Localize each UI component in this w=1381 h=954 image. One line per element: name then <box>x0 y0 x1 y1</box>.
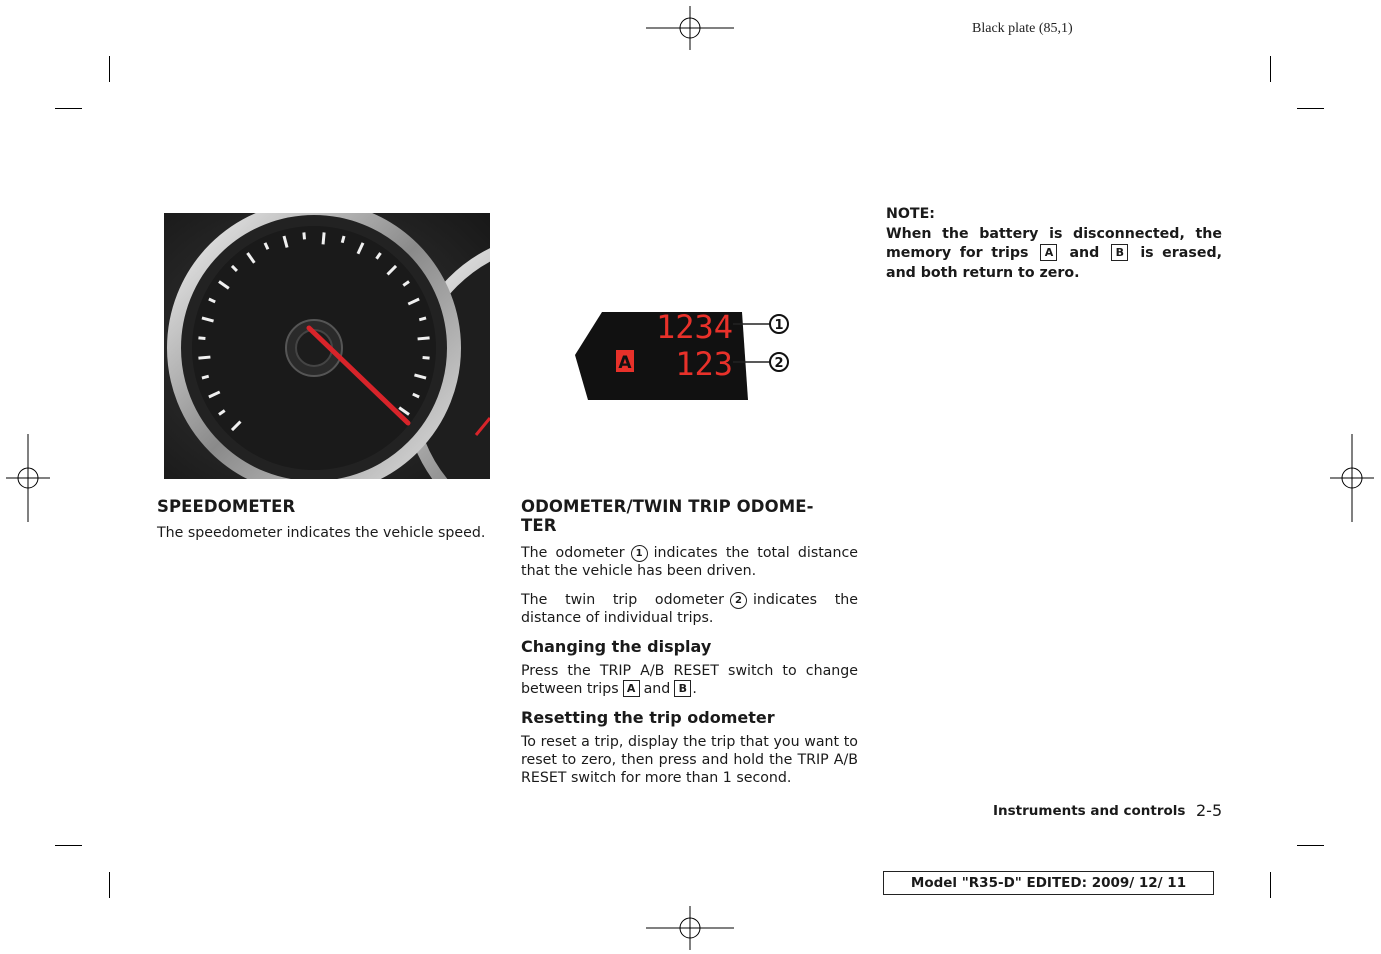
speedometer-tick <box>419 318 426 320</box>
resetting-heading: Resetting the trip odometer <box>521 708 775 727</box>
callout-2-label: 2 <box>774 356 784 371</box>
callout-1-icon: 1 <box>631 545 648 562</box>
plate-label: Black plate (85,1) <box>972 21 1073 36</box>
page-number: 2-5 <box>1196 801 1223 820</box>
speedometer-text: The speedometer indicates the vehicle speed. <box>157 525 486 541</box>
model-edited-box: Model "R35-D" EDITED: 2009/ 12/ 11 <box>883 871 1214 895</box>
note-text <box>886 225 1222 284</box>
odometer-paragraph-1 <box>521 544 858 580</box>
odometer-value: 1234 <box>655 308 733 346</box>
speedometer-tick <box>418 338 430 339</box>
speedometer-heading: SPEEDOMETER <box>157 497 296 516</box>
registration-mark-icon <box>1330 434 1374 522</box>
changing-text-a: Press the TRIP A/B RESET switch to change between trips <box>521 663 858 697</box>
speedometer-tick <box>198 357 210 358</box>
changing-and: and <box>643 681 671 697</box>
trip-odometer-text-b: indicates the distance of individual trips. <box>521 592 858 626</box>
crop-mark <box>55 108 82 109</box>
callout-2-icon: 2 <box>730 592 747 609</box>
odometer-text-a: The odometer <box>521 545 625 561</box>
footer-section-title: Instruments and controls <box>993 803 1186 819</box>
changing-display-text <box>521 662 858 698</box>
registration-mark-icon <box>6 434 50 522</box>
crop-mark <box>1270 56 1271 82</box>
crop-mark <box>1270 872 1271 898</box>
note-block <box>886 205 1222 283</box>
speedometer-tick <box>202 376 209 378</box>
odometer-display-illustration <box>520 250 860 450</box>
speedometer-tick <box>342 236 344 243</box>
trip-a-icon: A <box>623 680 640 697</box>
speedometer-illustration <box>164 213 490 479</box>
speedometer-tick <box>423 357 430 358</box>
note-text-a: When the battery is disconnected, the memory for trips <box>886 225 1222 261</box>
trip-b-icon: B <box>1111 244 1128 261</box>
note-and: and <box>1069 245 1100 261</box>
registration-mark-icon <box>646 6 734 50</box>
resetting-text: To reset a trip, display the trip that you want to reset to zero, then press and hold the TRIP A/B RESET switch for more than 1 second. <box>521 734 858 786</box>
trip-a-icon: A <box>1040 244 1057 261</box>
changing-end: . <box>692 681 697 697</box>
crop-mark <box>1297 108 1324 109</box>
trip-value: 123 <box>675 345 733 383</box>
crop-mark <box>1297 845 1324 846</box>
crop-mark <box>109 872 110 898</box>
speedometer-tick <box>198 338 205 339</box>
odometer-heading: ODOMETER/TWIN TRIP ODOME- TER <box>521 497 814 535</box>
speedometer-tick <box>304 232 305 239</box>
speedometer-tick <box>323 232 324 244</box>
trip-indicator: A <box>618 353 632 373</box>
crop-mark <box>109 56 110 82</box>
odometer-text-b: indicates the total distance that the vehicle has been driven. <box>521 545 858 579</box>
trip-b-icon: B <box>674 680 691 697</box>
callout-1-label: 1 <box>774 318 784 333</box>
registration-mark-icon <box>646 906 734 950</box>
note-text-b: is erased, and both return to zero. <box>886 245 1222 281</box>
changing-display-heading: Changing the display <box>521 637 712 656</box>
trip-odometer-text-a: The twin trip odometer <box>521 592 724 608</box>
note-label: NOTE: <box>886 206 935 222</box>
crop-mark <box>55 845 82 846</box>
odometer-paragraph-2 <box>521 591 858 627</box>
